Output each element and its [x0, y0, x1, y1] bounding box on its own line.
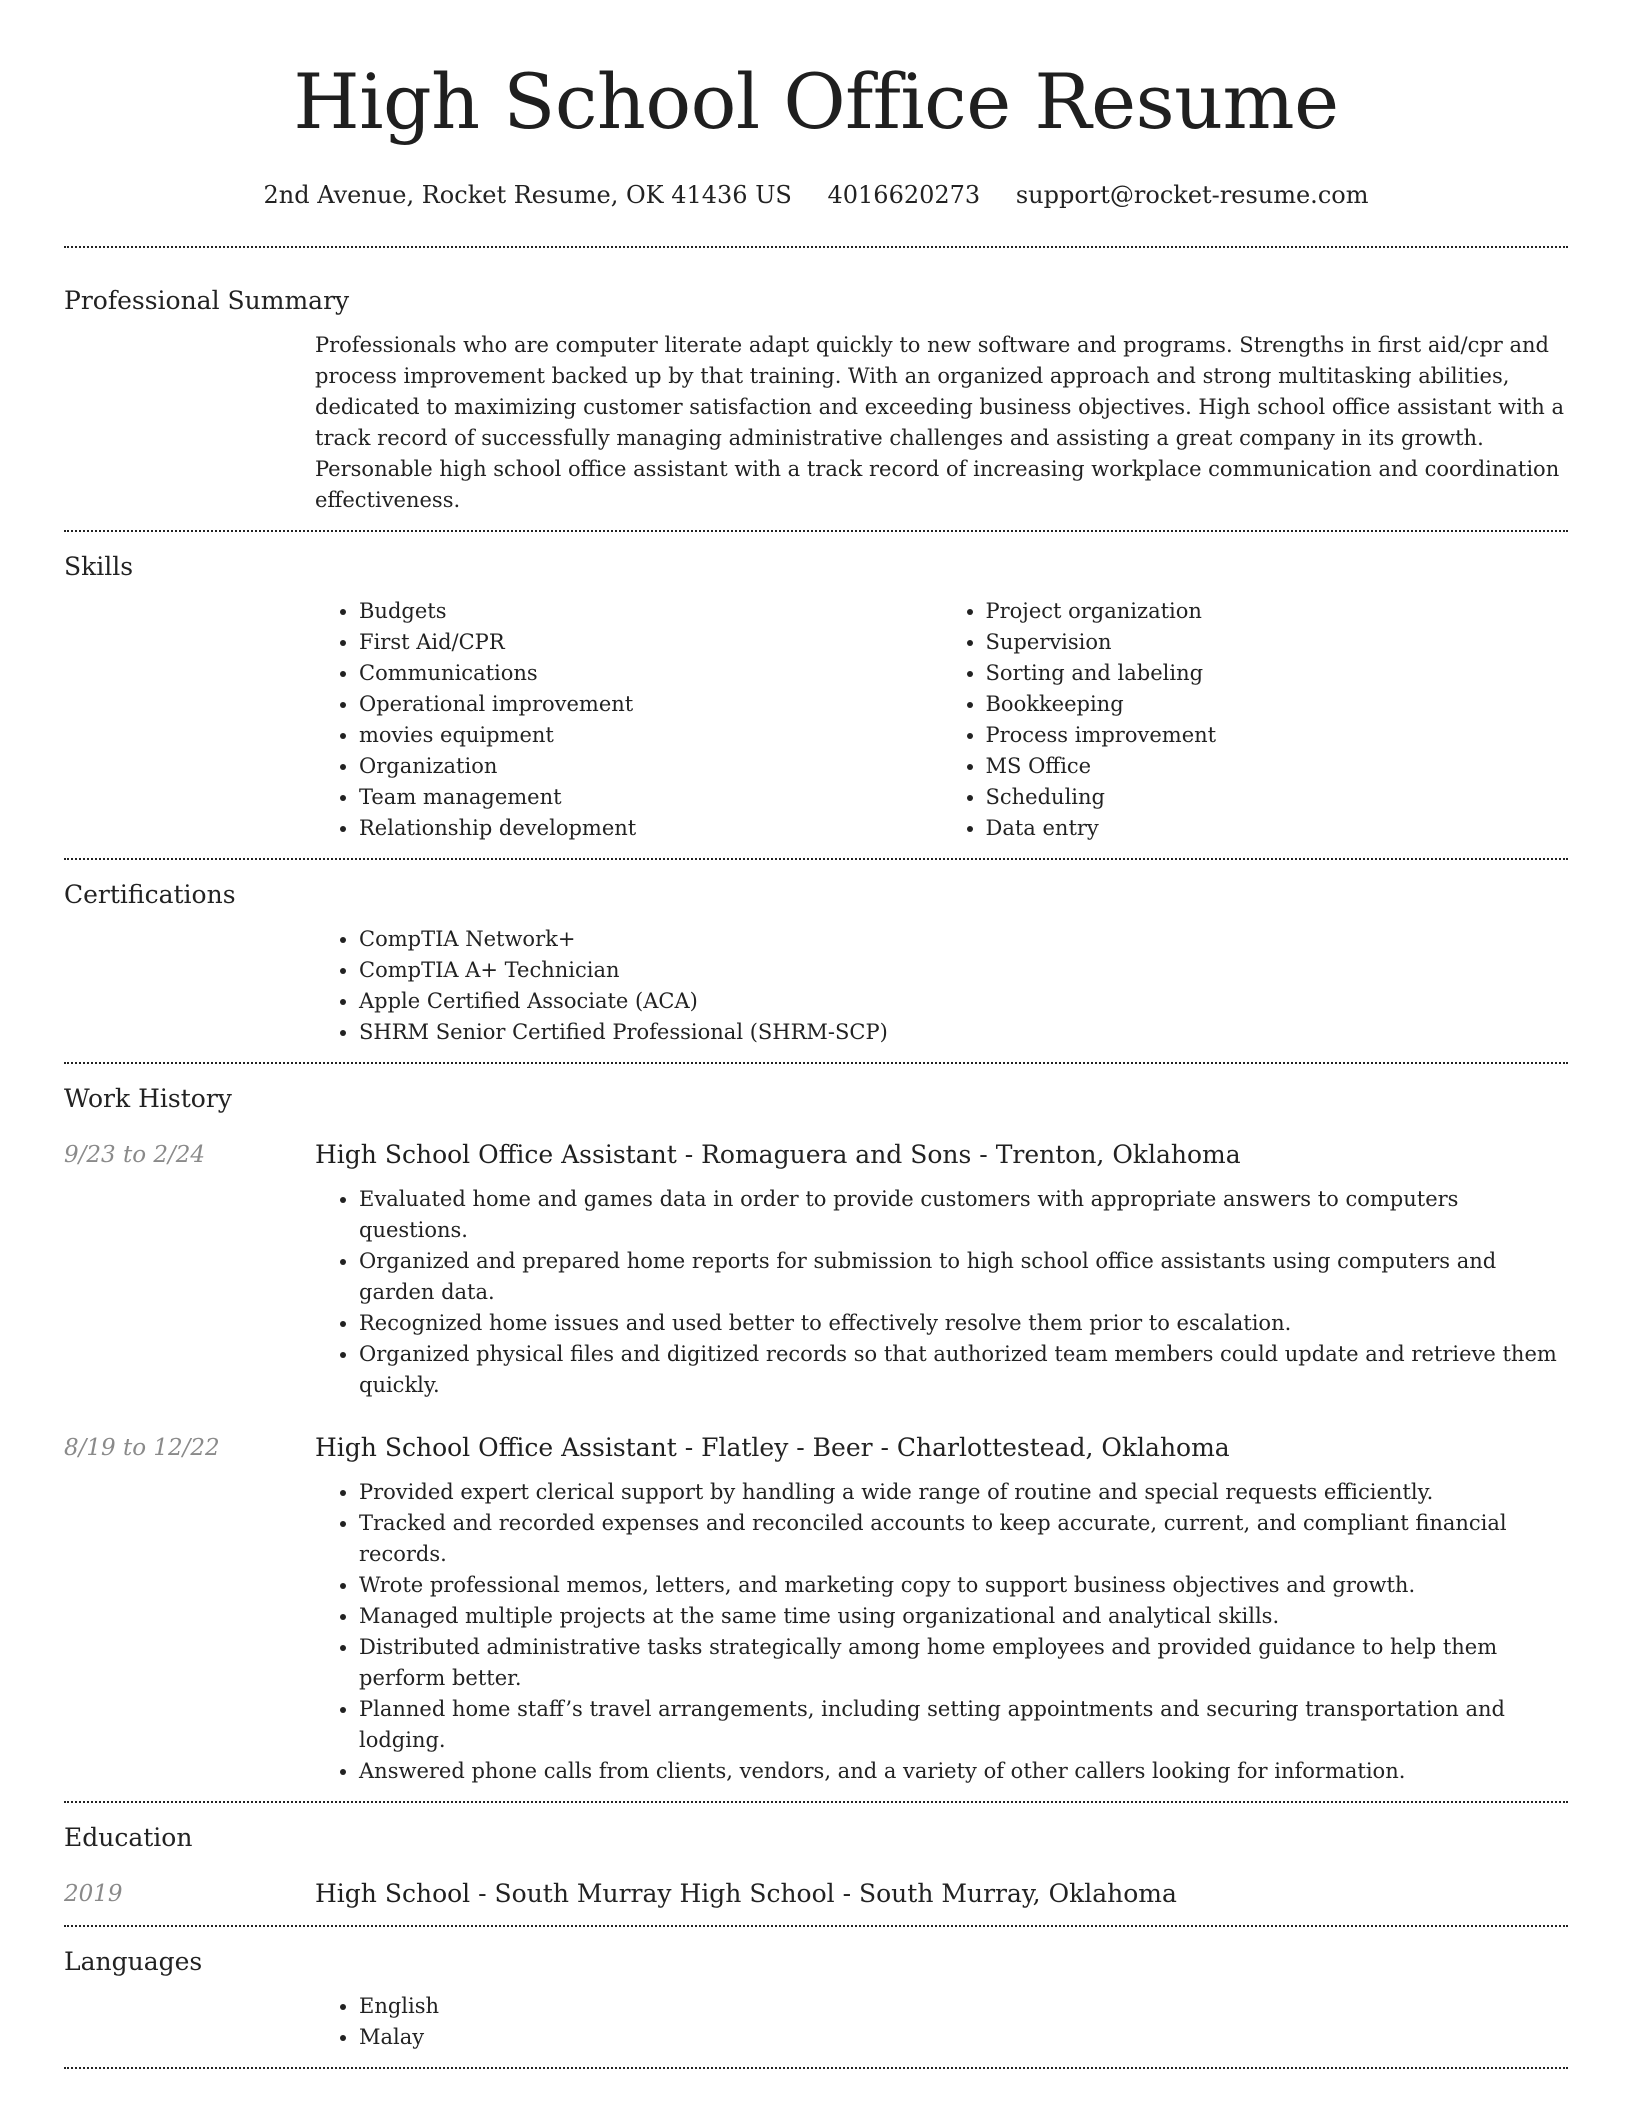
contact-address: 2nd Avenue, Rocket Resume, OK 41436 US	[263, 181, 792, 209]
skill-item: • Relationship development	[359, 813, 942, 844]
section-title-summary: Professional Summary	[64, 286, 350, 315]
education-section	[64, 1803, 1568, 1925]
summary-row	[64, 330, 1568, 516]
skills-list-left	[315, 596, 942, 844]
job-heading	[315, 1431, 1568, 1465]
job-bullet: • Managed multiple projects at the same time using organizational and analytical skills.	[359, 1601, 1568, 1632]
certification-item: • CompTIA A+ Technician	[359, 955, 1568, 986]
job-bullet: • Distributed administrative tasks strategically among home employees and provided guidance to help them perform better.	[359, 1632, 1568, 1694]
section-title-certifications: Certifications	[64, 880, 236, 909]
job-role: High School Office Assistant	[315, 1140, 677, 1169]
skill-item: • First Aid/CPR	[359, 627, 942, 658]
education-heading	[315, 1877, 1568, 1911]
skill-item: • movies equipment	[359, 720, 942, 751]
job-dates: 8/19 to 12/22	[64, 1435, 220, 1461]
job-bullet: • Recognized home issues and used better to effectively resolve them prior to escalation.	[359, 1308, 1568, 1339]
job-bullet: • Answered phone calls from clients, vendors, and a variety of other callers looking for information.	[359, 1756, 1568, 1787]
education-entry	[64, 1877, 1568, 1911]
languages-row	[64, 1991, 1568, 2053]
summary-section	[64, 248, 1568, 530]
skill-item: • Sorting and labeling	[986, 658, 1569, 689]
skill-item: • Budgets	[359, 596, 942, 627]
job-bullet: • Tracked and recorded expenses and reconciled accounts to keep accurate, current, and compliant financial records.	[359, 1508, 1568, 1570]
section-title-education: Education	[64, 1823, 193, 1852]
certifications-row	[64, 924, 1568, 1048]
job-bullet: • Organized physical files and digitized records so that authorized team members could update and retrieve them quickly.	[359, 1339, 1568, 1401]
skill-item: • Process improvement	[986, 720, 1569, 751]
contact-phone: 4016620273	[827, 181, 981, 209]
language-item: • English	[359, 1991, 1568, 2022]
education-degree: High School	[315, 1879, 471, 1908]
languages-list	[315, 1991, 1568, 2053]
summary-text: Professionals who are computer literate adapt quickly to new software and programs. Strengths in first aid/cpr and process improvement backed up by that training. With an organized approach and strong multitasking abilities, dedicated to maximizing customer satisfaction and exceeding business objectives. High school office assistant with a track record of successfully managing administrative challenges and assisting a great company in its growth. Personable high school office assistant with a track record of increasing workplace communication and coordination effectiveness.	[315, 333, 1565, 512]
certification-item: • CompTIA Network+	[359, 924, 1568, 955]
skills-row	[64, 596, 1568, 844]
contact-line	[64, 178, 1568, 212]
job-bullet: • Organized and prepared home reports for submission to high school office assistants using computers and garden data.	[359, 1246, 1568, 1308]
job-bullet: • Wrote professional memos, letters, and marketing copy to support business objectives and growth.	[359, 1570, 1568, 1601]
job-entry	[64, 1138, 1568, 1401]
job-bullet-list	[315, 1477, 1568, 1787]
certifications-section	[64, 860, 1568, 1062]
job-bullet: • Provided expert clerical support by handling a wide range of routine and special requests efficiently.	[359, 1477, 1568, 1508]
section-title-skills: Skills	[64, 552, 134, 581]
skills-section	[64, 532, 1568, 858]
contact-email: support@rocket-resume.com	[1015, 181, 1369, 209]
skill-item: • MS Office	[986, 751, 1569, 782]
resume-title: High School Office Resume	[293, 57, 1339, 146]
section-title-languages: Languages	[64, 1947, 203, 1976]
job-bullet: • Planned home staff’s travel arrangements, including setting appointments and securing transportation and lodging.	[359, 1694, 1568, 1756]
job-bullet: • Evaluated home and games data in order to provide customers with appropriate answers to computers questions.	[359, 1184, 1568, 1246]
certification-item: • SHRM Senior Certified Professional (SHRM-SCP)	[359, 1017, 1568, 1048]
skill-item: • Team management	[359, 782, 942, 813]
certifications-list	[315, 924, 1568, 1048]
education-year: 2019	[64, 1881, 123, 1907]
work-section	[64, 1064, 1568, 1801]
job-details: - Flatley - Beer - Charlottestead, Oklahoma	[676, 1433, 1230, 1462]
skill-item: • Project organization	[986, 596, 1569, 627]
divider	[64, 2067, 1568, 2069]
language-item: • Malay	[359, 2022, 1568, 2053]
skill-item: • Communications	[359, 658, 942, 689]
certification-item: • Apple Certified Associate (ACA)	[359, 986, 1568, 1017]
skill-item: • Operational improvement	[359, 689, 942, 720]
job-role: High School Office Assistant	[315, 1433, 677, 1462]
skill-item: • Bookkeeping	[986, 689, 1569, 720]
skills-list-right	[942, 596, 1569, 844]
job-dates: 9/23 to 2/24	[64, 1142, 206, 1168]
job-heading	[315, 1138, 1568, 1172]
job-entry	[64, 1431, 1568, 1787]
skill-item: • Organization	[359, 751, 942, 782]
job-bullet-list	[315, 1184, 1568, 1401]
skill-item: • Scheduling	[986, 782, 1569, 813]
skill-item: • Data entry	[986, 813, 1569, 844]
skill-item: • Supervision	[986, 627, 1569, 658]
section-title-work: Work History	[64, 1084, 232, 1113]
languages-section	[64, 1927, 1568, 2067]
job-details: - Romaguera and Sons - Trenton, Oklahoma	[676, 1140, 1241, 1169]
education-details: - South Murray High School - South Murray, Oklahoma	[470, 1879, 1177, 1908]
